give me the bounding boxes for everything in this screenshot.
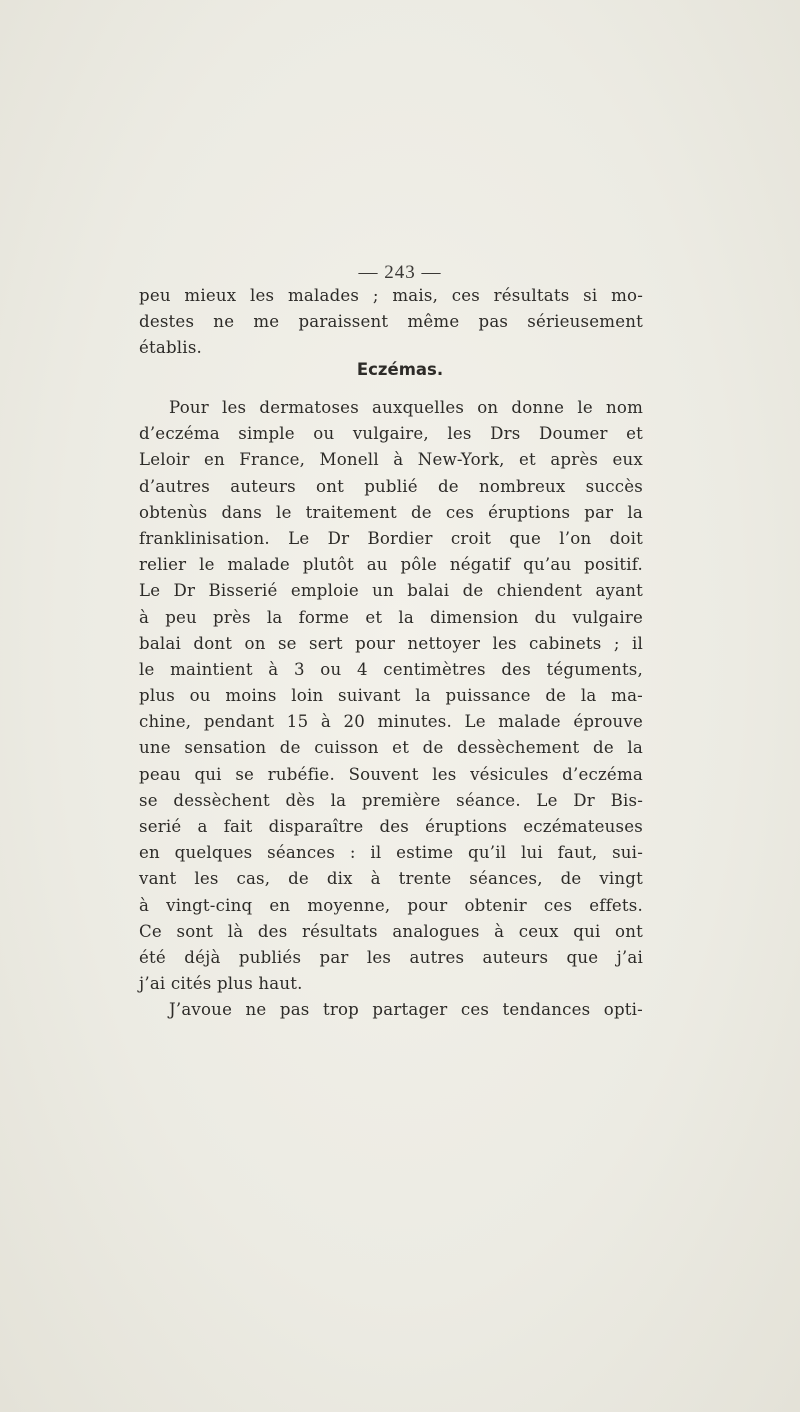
text-line: Ce sont là des résultats analogues à ceux qui ont bbox=[139, 921, 643, 941]
text-line: peau qui se rubéfie. Souvent les vésicules d’eczéma bbox=[139, 764, 643, 784]
text-line: chine, pendant 15 à 20 minutes. Le malade éprouve bbox=[139, 712, 643, 732]
text-line: Leloir en France, Monell à New-York, et après eux bbox=[139, 450, 643, 470]
text-line: Pour les dermatoses auxquelles on donne le nom bbox=[169, 398, 643, 417]
text-line: une sensation de cuisson et de dessèchement de la bbox=[139, 738, 643, 758]
text-line: le maintient à 3 ou 4 centimètres des téguments, bbox=[139, 659, 643, 679]
intro-paragraph bbox=[139, 283, 643, 362]
text-line: serié a fait disparaître des éruptions eczémateuses bbox=[139, 817, 643, 836]
text-line: Le Dr Bisserié emploie un balai de chiendent ayant bbox=[139, 581, 643, 601]
text-line: établis. bbox=[139, 338, 203, 358]
text-line: obtenùs dans le traitement de ces éruptions par la bbox=[139, 502, 643, 522]
text-line: relier le malade plutôt au pôle négatif qu’au positif. bbox=[139, 555, 643, 575]
text-line: balai dont on se sert pour nettoyer les cabinets ; il bbox=[139, 633, 643, 653]
text-line: à vingt-cinq en moyenne, pour obtenir ces effets. bbox=[139, 895, 643, 915]
text-line: en quelques séances : il estime qu’il lui faut, sui- bbox=[139, 843, 643, 863]
text-line: j’ai cités plus haut. bbox=[139, 974, 303, 994]
text-line: plus ou moins loin suivant la puissance de la ma- bbox=[139, 686, 643, 706]
text-line: d’autres auteurs ont publié de nombreux succès bbox=[139, 476, 643, 496]
text-line: été déjà publiés par les autres auteurs que j’ai bbox=[139, 947, 643, 967]
section-heading: Eczémas. bbox=[356, 360, 444, 379]
text-line: à peu près la forme et la dimension du vulgaire bbox=[139, 607, 643, 627]
text-line: franklinisation. Le Dr Bordier croit que l’on doit bbox=[139, 528, 643, 548]
page-number: — 243 — bbox=[358, 262, 442, 283]
text-line: d’eczéma simple ou vulgaire, les Drs Doumer et bbox=[139, 424, 643, 444]
text-line: J’avoue ne pas trop partager ces tendances opti- bbox=[169, 1000, 643, 1020]
text-line: vant les cas, de dix à trente séances, de vingt bbox=[139, 869, 643, 889]
text-line: se dessèchent dès la première séance. Le Dr Bis- bbox=[139, 790, 643, 810]
text-line: peu mieux les malades ; mais, ces résultats si mo- bbox=[139, 286, 643, 305]
eczema-paragraph bbox=[139, 395, 643, 1024]
text-line: destes ne me paraissent même pas sérieusement bbox=[139, 312, 643, 332]
